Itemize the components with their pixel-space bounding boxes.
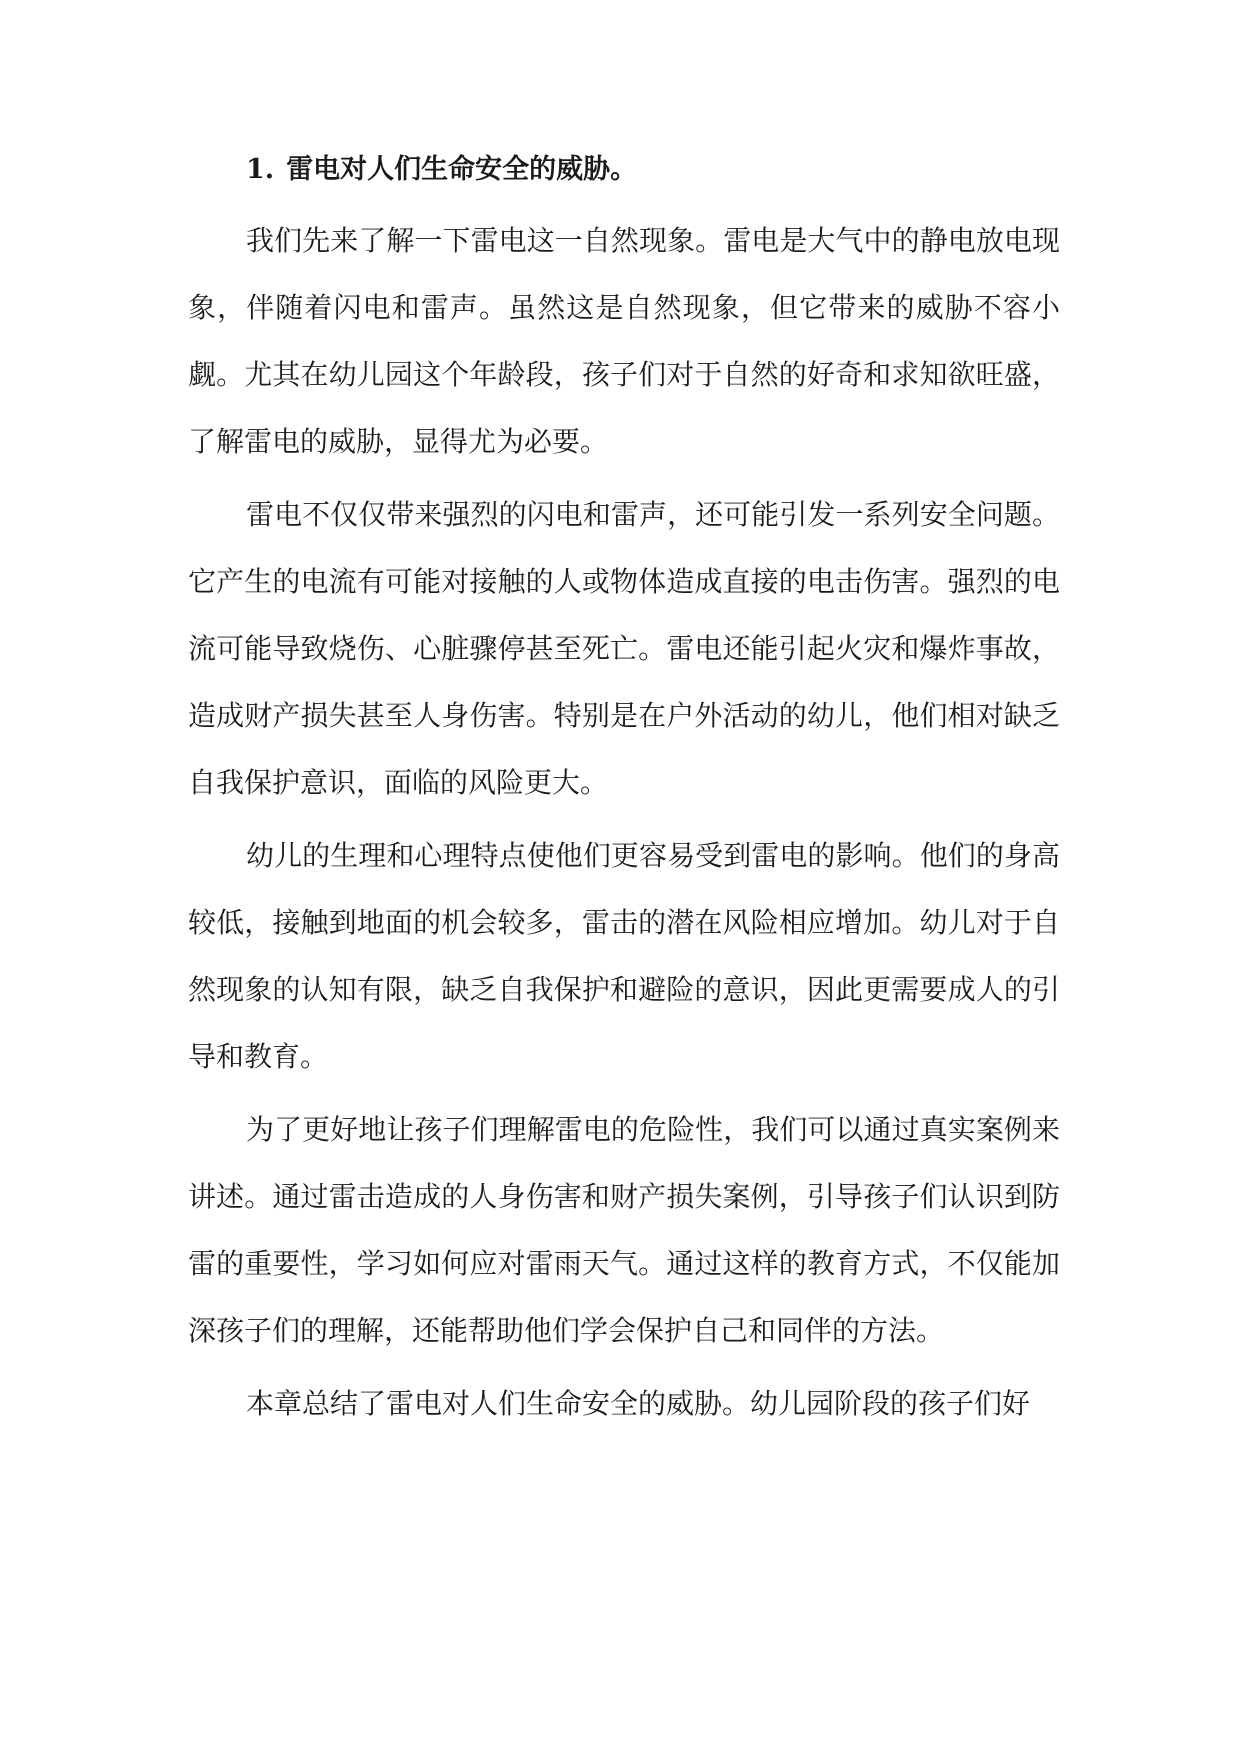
paragraph-4: 为了更好地让孩子们理解雷电的危险性，我们可以通过真实案例来讲述。通过雷击造成的人身伤害和财产损失案例，引导孩子们认识到防雷的重要性，学习如何应对雷雨天气。通过这样的教育方式，不仅能加深孩子们的理解，还能帮助他们学会保护自己和同伴的方法。: [188, 1113, 1060, 1347]
paragraph-3: 幼儿的生理和心理特点使他们更容易受到雷电的影响。他们的身高较低，接触到地面的机会较多，雷击的潜在风险相应增加。幼儿对于自然现象的认知有限，缺乏自我保护和避险的意识，因此更需要成人的引导和教育。: [188, 839, 1060, 1073]
section-heading: [188, 145, 1060, 195]
section-number: 1.: [246, 154, 275, 185]
paragraph-2: 雷电不仅仅带来强烈的闪电和雷声，还可能引发一系列安全问题。它产生的电流有可能对接触的人或物体造成直接的电击伤害。强烈的电流可能导致烧伤、心脏骤停甚至死亡。雷电还能引起火灾和爆炸事故，造成财产损失甚至人身伤害。特别是在户外活动的幼儿，他们相对缺乏自我保护意识，面临的风险更大。: [188, 498, 1060, 799]
paragraph-5: 本章总结了雷电对人们生命安全的威胁。幼儿园阶段的孩子们好: [246, 1387, 1031, 1420]
section-title: 雷电对人们生命安全的威胁。: [286, 154, 638, 185]
paragraph-1: 我们先来了解一下雷电这一自然现象。雷电是大气中的静电放电现象，伴随着闪电和雷声。虽然这是自然现象，但它带来的威胁不容小觑。尤其在幼儿园这个年龄段，孩子们对于自然的好奇和求知欲旺盛，了解雷电的威胁，显得尤为必要。: [188, 224, 1060, 458]
document-body: [188, 145, 1060, 1443]
